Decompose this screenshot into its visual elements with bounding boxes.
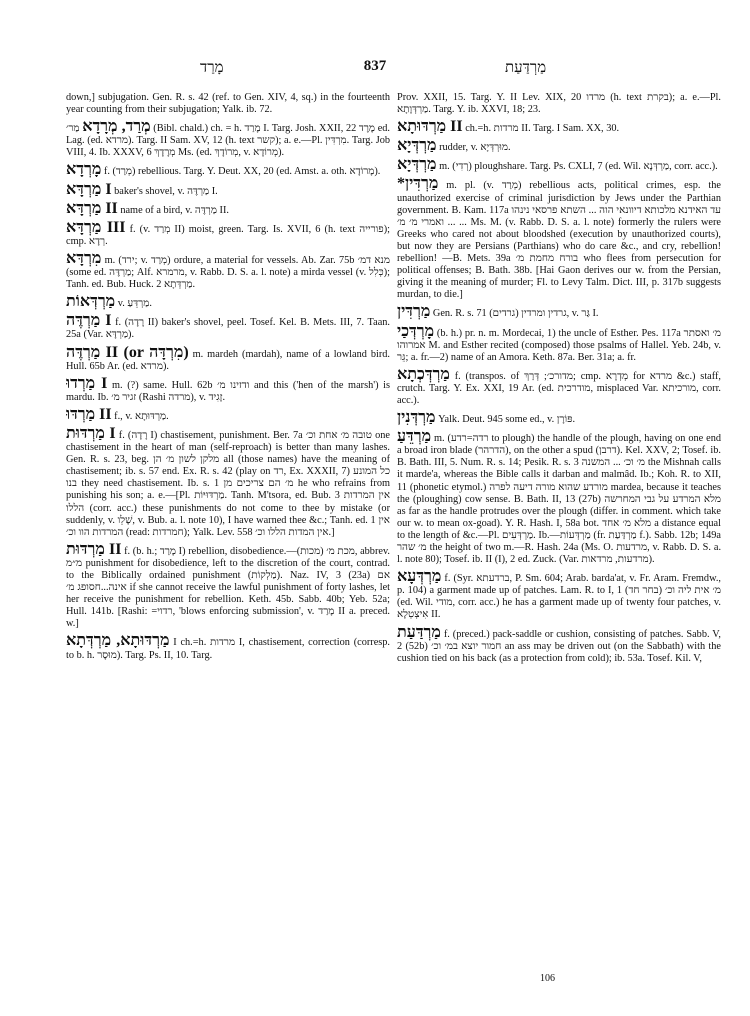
entry-headword: מַרְדּוּת I (66, 424, 116, 442)
entry-text: Gen. R. s. 71 (גרדים) גרדין ומרדין, v. גַּר I. (432, 308, 599, 320)
entry-text: rudder, v. מוּרְדְּיָא. (439, 142, 511, 154)
entry-headword: מַרְדִּין (397, 303, 431, 321)
entry-text: מַר׳ (Bibl. chald.) ch. = h. מָרַד I. Targ. Josh. XXII, 22 מֶרֶד ed. Lag. (ed. מרדא). Targ. II Sam. XV, 12 (h. text קשר); a. e.—Pl. מִרְדִּין. Targ. Job VIII, 4. Ib. XXXV, 6 מְרָדָךְ Ms. (ed. מְרוֹדָךְ, v. מְרוֹדָא). (66, 123, 390, 159)
entry-headword: מַרְדֵּעַ (397, 428, 432, 446)
right-column (397, 92, 721, 972)
entry-headword: מַרְדֶּה I (66, 312, 112, 330)
entry-headword: מַרְדְּאוֹת (66, 293, 116, 311)
entry-headword: מַרְדְּיָא (397, 137, 437, 155)
page-header (0, 58, 750, 80)
dictionary-entry (397, 304, 721, 320)
entry-text: f. (Syr. ברדעתא, P. Sm. 604; Arab. barda'at, v. Fr. Aram. Fremdw., p. 104) a garment made up of patches. Lam. R. to I, 1 (בחר חד) מ׳ אית ליה וכ׳ (ed. Wil. מודי, corr. acc.) he has a garment made up of twenty four patches, v. אִיצְטְלָא II. (397, 573, 721, 621)
entry-text: f. (b. h.; מָרַד I) rebellion, disobedience.—מכת מ׳ (מכות), abbrev. מ״מ punishment for disobedience, left to the discretion of the court, contrad. to the Biblically ordained punishment (מַלְקוֹת). Naz. IV, 3 (23a) אם אינה...חסופג מ׳ if she cannot receive the lawful punishment of forty lashes, let her receive the punishment for rebellion. Keth. 45b. Sabb. 40b; Yeb. 52a; Hull. 141b. [Rashi: =רדוי, 'blows enforcing submission', v. מָרַד II a. preced. w.] (66, 545, 390, 630)
entry-headword: מַרְדּוּתָא, מַרְדְּתָא (66, 632, 170, 650)
dictionary-entry (397, 92, 721, 116)
entry-text: f. (preced.) pack-saddle or cushion, consisting of patches. Sabb. V, 2 (52b) חמור יוצא במ׳ וכ׳ an ass may be driven out (on the Sabbath) with the cushion tied on his back (as a protection from cold); ib. 53a. Tosef. Kil. V, (397, 628, 721, 664)
entry-text: (b. h.) pr. n. m. Mordecai, 1) the uncle of Esther. Pes. 117a מ׳ ואסתר אמרוהו M. and Esther recited (composed) those psalms of Hallel. Yeb. 24b, v. גֵּר; a. fr.—2) name of an Amora. Keth. 87a. Ber. 31a; a. fr. (397, 327, 721, 363)
entry-text: v. מַרְדֵּעַ. (117, 298, 152, 310)
entry-text: baker's shovel, v. מַרְדֶּה I. (114, 185, 218, 197)
entry-text: Yalk. Deut. 945 some ed., v. פּוֹרָן. (438, 414, 576, 426)
entry-text: down,] subjugation. Gen. R. s. 42 (ref. to Gen. XIV, 4, sq.) in the fourteenth year counting from their subjugation; Yalk. ib. 72. (66, 92, 390, 116)
dictionary-entry (66, 220, 390, 248)
entry-headword: מַרְדּוּתָא II (397, 118, 463, 136)
entry-headword: מַרְדָּא II (66, 199, 118, 217)
dictionary-entry (397, 429, 721, 566)
dictionary-entry (397, 176, 721, 301)
dictionary-entry (66, 201, 390, 217)
dictionary-entry (397, 324, 721, 364)
entry-headword: מַרְדּוּ II (66, 405, 112, 423)
entry-text: name of a bird, v. מַרְדֶּה II. (120, 204, 229, 216)
entry-text: I ch.=h. מרדות I, chastisement, correction (corresp. to b. h. מוּסָר). Targ. Ps. II, 10. Targ. (66, 637, 390, 661)
entry-text: Prov. XXII, 15. Targ. Y. II Lev. XIX, 20 מרדו (h. text בקרת); a. e.—Pl. מַרְדְּוָתָא. Targ. Y. ib. XXVI, 18; 23. (397, 92, 721, 116)
entry-headword: מַרְדַּעַת (397, 623, 441, 641)
dictionary-entry (66, 542, 390, 631)
entry-text: m. mardeh (mardah), name of a lowland bird. Hull. 65b Ar. (ed. מרדא). (66, 348, 390, 372)
dictionary-entry (66, 426, 390, 539)
dictionary-entry (66, 92, 390, 116)
entry-text: m. (ירד; v. מְרַד) ordure, a material for vessels. Ab. Zar. 75b מנא דמ׳ (some ed. מַרְדֶּה; Alf. מרמרא, v. Rabb. D. S. a. l. note) a mirda vessel (v. כְּלִל); Tanh. ed. Bub. Huck. 2 מַרְדְּתָא. (66, 254, 390, 291)
left-column (66, 92, 390, 972)
dictionary-entry (397, 138, 721, 154)
dictionary-entry (397, 625, 721, 665)
dictionary-entry (66, 313, 390, 341)
entry-text: f. (transpos. of מדורכ׳; דְּרַךְ; cmp. מְדְרָא for מרדא &c.) staff, crutch. Targ. Y. Ex. XXI, 19 Ar. (ed. מודרכית, misplaced Var. מורכיתא, corr. acc.). (397, 370, 721, 406)
entry-headword: מַרְדָּא I (66, 180, 112, 198)
dictionary-entry (66, 182, 390, 198)
entry-text: ch.=h. מרדות II. Targ. I Sam. XX, 30. (465, 123, 620, 135)
entry-text: f., v. מַרְדּוּתָא. (114, 410, 169, 422)
entry-text: f. (v. מְרַד II) moist, green. Targ. Is. XVII, 6 (h. text פורייה); cmp. רְדָא. (66, 223, 390, 247)
dictionary-entry (66, 407, 390, 423)
entry-text: f. (מְרַד) rebellious. Targ. Y. Deut. XX, 20 (ed. Amst. a. oth. מָרוֹדָא). (103, 166, 381, 178)
entry-headword: מַרְדְּכְתָא (397, 365, 450, 383)
entry-headword: מַרְדָּא III (66, 218, 126, 236)
dictionary-entry (397, 157, 721, 173)
dictionary-entry (397, 119, 721, 135)
page-number: 837 (363, 58, 387, 74)
dictionary-entry (66, 376, 390, 404)
dictionary-entry (66, 251, 390, 291)
entry-text: f. (רָדָה I) chastisement, punishment. Ber. 7a טובה מ׳ אחת וכ׳ one chastisement in the heart of man (self-reproach) is better than many lashes. Gen. R. s. 23, beg. מלקן לשון מ׳ הן all (those names) have the meaning of chastisement; ib. s. 57 end. Ex. R. s. 42 (play on רד, Ex. XXXII, 7) כל המונע בנו they need chastisement. Ib. s. 1 מ׳ הם צריכים מן he who refrains from punishing his son; a. e.—[Pl. מַרְדּוּיּוֹת. Tanh. M'tsora, ed. Bub. 3 אין המרדות הללו (corr. acc.) these punishments do not come to thee by mistake (or suddenly, v. שָׁלֵו, v. Bub. a. l. note 10), I have warned thee &c.; Tanh. ed. 1 אין המרדות הוו וכ׳ (read: חמרדות); Yalk. Lev. 558 אין המדות הללו וכ׳.] (66, 429, 390, 538)
entry-headword: מַרְדֶּה II (or מִרְדָּה) (66, 343, 189, 361)
dictionary-entry (66, 119, 390, 159)
entry-headword: מַרְדְּנִין (397, 409, 436, 427)
entry-headword: מַרְדוּ I (66, 374, 108, 392)
dictionary-entry (66, 345, 390, 373)
dictionary-entry (66, 633, 390, 661)
entry-text: f. (רָדָה II) baker's shovel, peel. Tosef. Kel. B. Mets. III, 7. Taan. 25a (Var. מַרְדָּא). (66, 317, 390, 341)
entry-headword: מַרְדְּיָא (397, 156, 437, 174)
entry-headword: *מַרְדִּין (397, 175, 439, 193)
entry-headword: מָרְדָא (66, 161, 102, 179)
entry-headword: מַרְדּוּת II (66, 540, 122, 558)
entry-text: m. (רְדִי) ploughshare. Targ. Ps. CXLI, 7 (ed. Wil. מַרְדְּנָא, corr. acc.). (439, 161, 718, 173)
dictionary-entry (397, 569, 721, 621)
entry-headword: מָרְדְּכַי (397, 322, 435, 340)
dictionary-entry (66, 294, 390, 310)
signature-mark: 106 (540, 973, 555, 984)
entry-text: m. (רדה=רדע to plough) the handle of the plough, having on one end a broad iron blade (הדרהר), on the other a spud (דרבן). Kel. XXV, 2; Tosef. ib. B. Bath. III, 5. Num. R. s. 14; Pesik. R. s. 3 מ׳ וכ׳ ... המשנה the Mishnah calls it marde'a, whereas the Bible calls it darban and malmâd. Ib.; Koh. R. to XII, 11 (phonetic etymol.) מורדע שהוא מורה דיעה לפרה mardea, because it teaches the (ploughing) cow sense. B. Bath. II, 13 (27b) מלא המרדע על גבי המחרשה as far as the handle protrudes over the plough (differ. in comment. which take our w. to mean ox-goad). Y. R. Hash. I, 58a bot. מלא מ׳ אחד a distance equal to the length of &c.—Pl. מַרְדְּעִים. Ib.—מַרְדְּעוֹת (fr. מַרְדַּעַת f.). Sabb. 12b; 149a מ׳ שהר the height of two m.—R. Hash. 24a (Ms. O. מרדעות, v. Rabb. D. S. a. l. note 80); Tosef. ib. II (I), 2 ed. Zuck. (Var. מרדעות, מרדאות). (397, 433, 721, 566)
entry-headword: מְרַד, מְרָדָא (82, 118, 151, 136)
entry-text: m. (?) same. Hull. 62b ודזינו מ׳ and this ('hen of the marsh') is mardu. Ib. זגיר מ׳ (Rashi מרדה), v. זָגִיד. (66, 379, 390, 403)
entry-headword: מִרְדָּא (66, 249, 102, 267)
dictionary-entry (397, 367, 721, 407)
running-head-left: מָרַד (200, 58, 224, 76)
entry-headword: מַרְדְּעָא (397, 568, 442, 586)
dictionary-entry (397, 410, 721, 426)
dictionary-entry (66, 162, 390, 178)
entry-text: m. pl. (v. מְרַד) rebellious acts, political crimes, esp. the unauthorized exercise of criminal jurisdiction by Jews under the Parthian government. B. Kam. 117a עד האידנא מלכותא דיוונאי הוה ... השתא פרסאי נינהו ... ואמרי מ׳ מ׳ ... Ms. M. (v. Rabb. D. S. a. l. note) formerly the rulers were Greeks who cared not about bloodshed (execution by unauthorized courts), but now they are Persians (Parthians) who do care &c., and cry, rebellion! rebellion! —B. Mets. 39a בורח מחמת מ׳ who flees from persecution for political offenses; B. Bath. 38b. [Hai Gaon derives our w. from the Persian, giving it the meaning of murder; Fl. to Levy Talm. Dict. III, p. 317b suggests murdan, to die.] (397, 180, 721, 301)
running-head-right: מַרְדַּעַת (505, 58, 547, 76)
